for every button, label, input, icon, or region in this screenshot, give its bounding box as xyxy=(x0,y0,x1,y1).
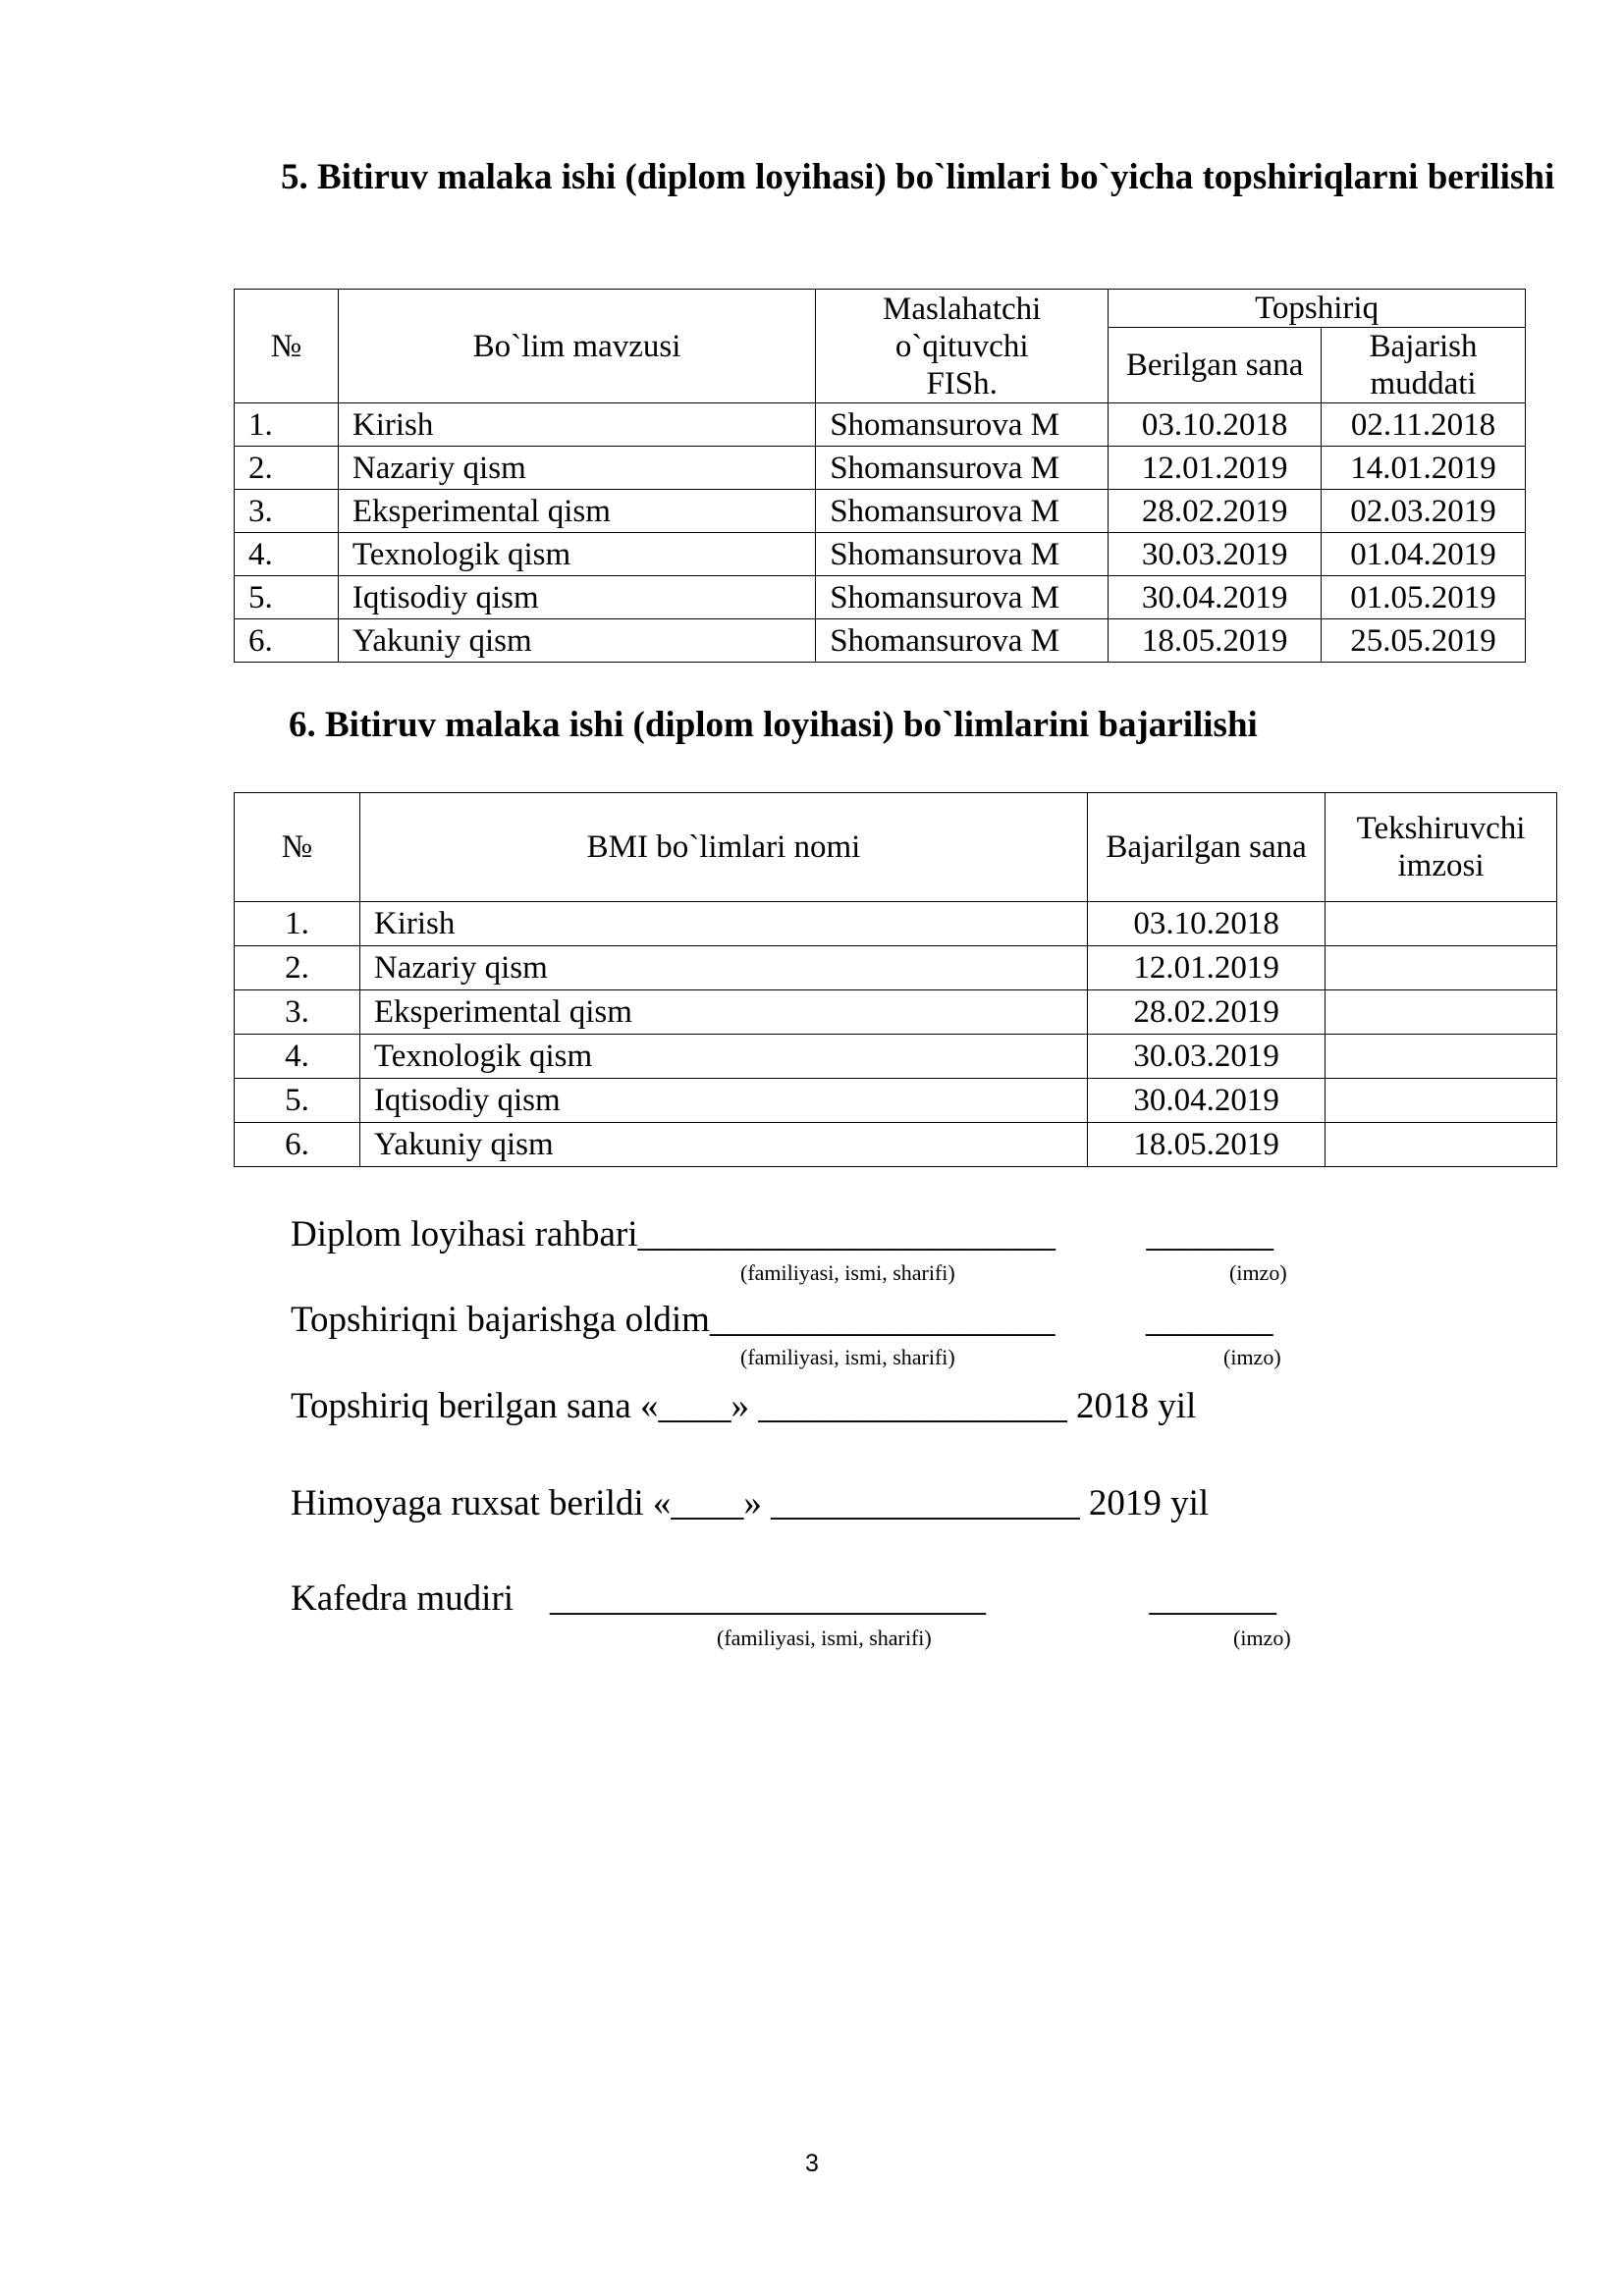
row-section-name: Yakuniy qism xyxy=(359,1123,1087,1167)
row-topic: Yakuniy qism xyxy=(338,619,815,663)
row-section-name: Nazariy qism xyxy=(359,946,1087,990)
row-advisor: Shomansurova M xyxy=(816,490,1109,533)
col-header-signature: Tekshiruvchi imzosi xyxy=(1326,793,1557,902)
row-given-date: 30.03.2019 xyxy=(1109,533,1322,576)
table-row xyxy=(235,447,1526,490)
row-deadline: 14.01.2019 xyxy=(1322,447,1526,490)
col-header-task: Topshiriq xyxy=(1109,290,1526,328)
table-row xyxy=(235,1123,1557,1167)
row-done-date: 28.02.2019 xyxy=(1088,990,1326,1035)
head-name-caption: (familiyasi, ismi, sharifi) xyxy=(717,1626,932,1650)
row-num: 2. xyxy=(235,447,339,490)
row-signature xyxy=(1326,1123,1557,1167)
row-topic: Eksperimental qism xyxy=(338,490,815,533)
row-advisor: Shomansurova M xyxy=(816,533,1109,576)
row-num: 5. xyxy=(235,1079,360,1123)
defense-permission-line: Himoyaga ruxsat berildi «____» _________________ 2019 yil xyxy=(291,1483,1210,1523)
row-section-name: Texnologik qism xyxy=(359,1035,1087,1079)
col-header-num: № xyxy=(235,793,360,902)
row-num: 5. xyxy=(235,576,339,619)
col-header-section-name: BMI bo`limlari nomi xyxy=(359,793,1087,902)
assignment-table xyxy=(234,289,1526,663)
row-signature xyxy=(1326,1079,1557,1123)
table-row xyxy=(235,946,1557,990)
col-header-topic: Bo`lim mavzusi xyxy=(338,290,815,403)
row-advisor: Shomansurova M xyxy=(816,403,1109,447)
table-row xyxy=(235,902,1557,946)
issued-date-line: Topshiriq berilgan sana «____» ________​_________ 2018 yil xyxy=(291,1386,1197,1426)
row-given-date: 30.04.2019 xyxy=(1109,576,1322,619)
col-header-given-date: Berilgan sana xyxy=(1109,328,1322,403)
row-num: 1. xyxy=(235,403,339,447)
completion-table xyxy=(234,792,1557,1167)
section-6-title: 6. Bitiruv malaka ishi (diplom loyihasi) bo`limlarini bajarilishi xyxy=(289,705,1258,745)
department-head-line: Kafedra mudiri ________________________ _______ xyxy=(291,1578,1277,1619)
received-name-caption: (familiyasi, ismi, sharifi) xyxy=(740,1345,955,1369)
row-topic: Iqtisodiy qism xyxy=(338,576,815,619)
table-row xyxy=(235,1035,1557,1079)
col-header-deadline: Bajarish muddati xyxy=(1322,328,1526,403)
head-sign-caption: (imzo) xyxy=(1233,1626,1291,1650)
row-given-date: 12.01.2019 xyxy=(1109,447,1322,490)
row-given-date: 28.02.2019 xyxy=(1109,490,1322,533)
table-row xyxy=(235,403,1526,447)
row-advisor: Shomansurova M xyxy=(816,447,1109,490)
received-signature-line: Topshiriqni bajarishga oldim___________________ _______ xyxy=(291,1300,1273,1340)
col-header-advisor: Maslahatchi o`qituvchi FISh. xyxy=(816,290,1109,403)
row-num: 3. xyxy=(235,490,339,533)
row-num: 1. xyxy=(235,902,360,946)
row-num: 6. xyxy=(235,619,339,663)
col-header-num: № xyxy=(235,290,339,403)
row-done-date: 30.04.2019 xyxy=(1088,1079,1326,1123)
row-deadline: 01.04.2019 xyxy=(1322,533,1526,576)
row-done-date: 03.10.2018 xyxy=(1088,902,1326,946)
row-signature xyxy=(1326,902,1557,946)
table-row xyxy=(235,619,1526,663)
row-section-name: Eksperimental qism xyxy=(359,990,1087,1035)
table-row xyxy=(235,533,1526,576)
row-given-date: 03.10.2018 xyxy=(1109,403,1322,447)
col-header-done-date: Bajarilgan sana xyxy=(1088,793,1326,902)
row-num: 3. xyxy=(235,990,360,1035)
section-5-title: 5. Bitiruv malaka ishi (diplom loyihasi) bo`limlari bo`yicha topshiriqlarni berilishi xyxy=(281,157,1555,197)
received-sign-caption: (imzo) xyxy=(1223,1345,1281,1369)
table-row xyxy=(235,576,1526,619)
row-signature xyxy=(1326,946,1557,990)
row-done-date: 12.01.2019 xyxy=(1088,946,1326,990)
row-advisor: Shomansurova M xyxy=(816,619,1109,663)
row-advisor: Shomansurova M xyxy=(816,576,1109,619)
row-done-date: 30.03.2019 xyxy=(1088,1035,1326,1079)
row-deadline: 02.03.2019 xyxy=(1322,490,1526,533)
table-row xyxy=(235,1079,1557,1123)
row-done-date: 18.05.2019 xyxy=(1088,1123,1326,1167)
row-deadline: 02.11.2018 xyxy=(1322,403,1526,447)
row-num: 4. xyxy=(235,533,339,576)
row-signature xyxy=(1326,1035,1557,1079)
row-num: 2. xyxy=(235,946,360,990)
row-num: 6. xyxy=(235,1123,360,1167)
row-deadline: 25.05.2019 xyxy=(1322,619,1526,663)
table-row xyxy=(235,990,1557,1035)
supervisor-name-caption: (familiyasi, ismi, sharifi) xyxy=(740,1260,955,1285)
row-num: 4. xyxy=(235,1035,360,1079)
row-topic: Nazariy qism xyxy=(338,447,815,490)
row-deadline: 01.05.2019 xyxy=(1322,576,1526,619)
row-topic: Kirish xyxy=(338,403,815,447)
row-signature xyxy=(1326,990,1557,1035)
table-row xyxy=(235,490,1526,533)
supervisor-signature-line: Diplom loyihasi rahbari_______________________ _______ xyxy=(291,1214,1273,1255)
row-section-name: Kirish xyxy=(359,902,1087,946)
page-number: 3 xyxy=(805,2150,819,2177)
supervisor-sign-caption: (imzo) xyxy=(1229,1260,1287,1285)
row-topic: Texnologik qism xyxy=(338,533,815,576)
row-given-date: 18.05.2019 xyxy=(1109,619,1322,663)
row-section-name: Iqtisodiy qism xyxy=(359,1079,1087,1123)
